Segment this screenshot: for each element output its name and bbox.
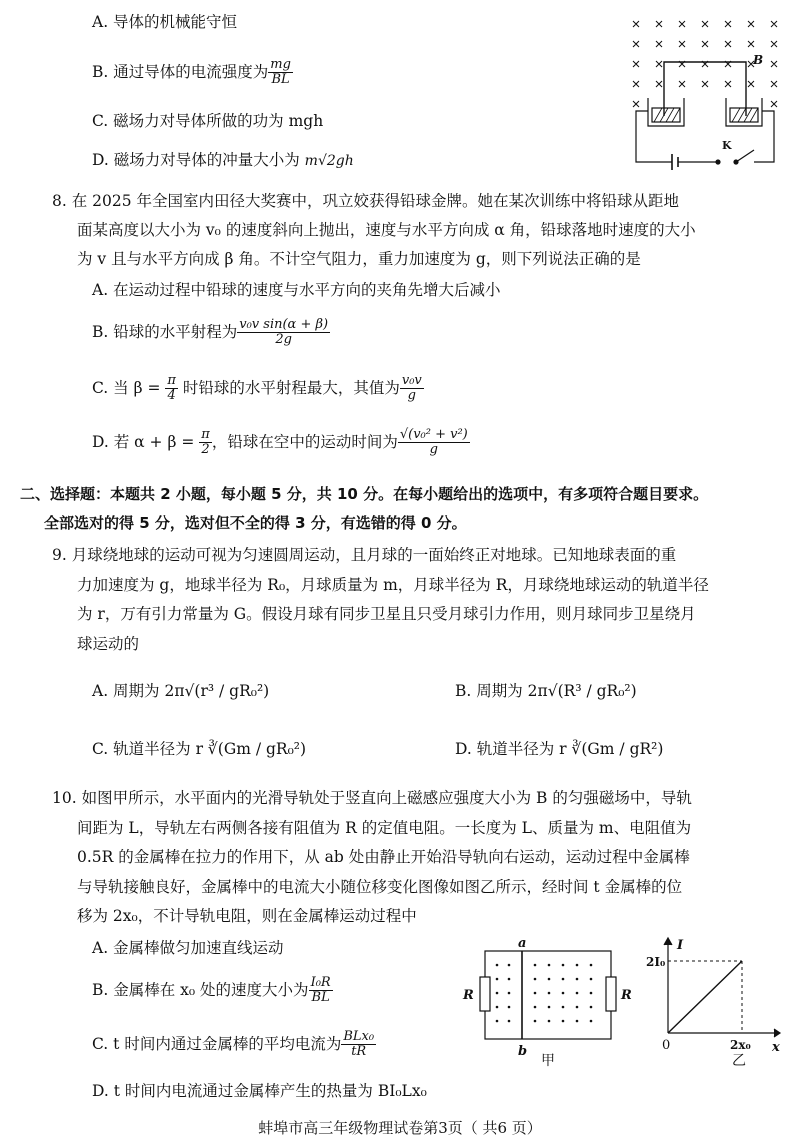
q8-option-a: A. 在运动过程中铅球的速度与水平方向的夹角先增大后减小 [92, 281, 501, 299]
q8-option-d: D. 若 α + β = $\frac{\pi}{2}$ ，铅球在空中的运动时间为 $\frac{\text{√(v₀² + v²)}}{g}$ [92, 427, 468, 458]
q8-option-b: B. 铅球的水平射程为 $\frac{\text{v₀v sin(α + β)}}{2g}$ [92, 317, 329, 348]
q9-option-b: B. 周期为 2π√(R³ / gR₀²) [455, 682, 637, 700]
q9-line-2: 力加速度为 g，地球半径为 R₀，月球质量为 m，月球半径为 R，月球绕地球运动的轨道半径 [77, 576, 709, 594]
label-r-right: R [621, 988, 632, 1003]
left-resistor [480, 977, 490, 1011]
x-tick-2x0: 2x₀ [730, 1038, 751, 1052]
page-footer: 蚌埠市高三年级物理试卷第3页（ 共6 页） [258, 1119, 542, 1137]
field-dots [496, 964, 593, 1023]
q10-line-1: 10. 如图甲所示，水平面内的光滑导轨处于竖直向上磁感应强度大小为 B 的匀强磁场中，导轨 [52, 789, 692, 807]
q10-line-3: 0.5R 的金属棒在拉力的作用下，从 ab 处由静止开始沿导轨向右运动，运动过程中金属棒 [77, 848, 690, 866]
right-resistor [606, 977, 616, 1011]
circuit-wire [636, 111, 774, 162]
section2-scoring: 全部选对的得 5 分，选对但不全的得 3 分，有选错的得 0 分。 [44, 514, 467, 532]
q8-option-c: C. 当 β = $\frac{\pi}{4}$ 时铅球的水平射程最大，其值为 $\frac{\text{v₀v}}{g}$ [92, 373, 422, 404]
switch-label-k: K [722, 139, 732, 152]
label-r-left: R [463, 988, 474, 1003]
origin-label: 0 [662, 1038, 671, 1053]
q10-line-4: 与导轨接触良好，金属棒中的电流大小随位移变化图像如图乙所示，经时间 t 金属棒的位 [77, 878, 683, 896]
field-label-b: B [753, 53, 764, 67]
q10-line-2: 间距为 L，导轨左右两侧各接有阻值为 R 的定值电阻。一长度为 L、质量为 m、电阻值为 [77, 819, 692, 837]
q9-option-a: A. 周期为 2π√(r³ / gR₀²) [92, 682, 270, 700]
q10-option-c: C. t 时间内通过金属棒的平均电流为 $\frac{\text{BLx₀}}{tR}$ [92, 1029, 375, 1060]
axis-label-x: x [772, 1040, 780, 1055]
figure-jia [455, 935, 645, 1070]
battery [672, 154, 678, 170]
q7-option-c: C. 磁场力对导体所做的功为 mgh [92, 112, 324, 130]
axis-label-i: I [677, 938, 684, 953]
q9-line-3: 为 r，万有引力常量为 G。假设月球有同步卫星且只受月球引力作用，则月球同步卫星绕月 [77, 605, 696, 623]
q8-line-2: 面某高度以大小为 v₀ 的速度斜向上抛出，速度与水平方向成 α 角，铅球落地时速度的大小 [77, 221, 696, 239]
q7-figure [628, 16, 788, 171]
q10-option-a: A. 金属棒做匀加速直线运动 [92, 939, 284, 957]
caption-yi: 乙 [732, 1053, 746, 1069]
q8-line-3: 为 v 且与水平方向成 β 角。不计空气阻力，重力加速度为 g，则下列说法正确的是 [77, 250, 641, 268]
switch [734, 160, 738, 164]
q10-line-5: 移为 2x₀，不计导轨电阻，则在金属棒运动过程中 [77, 907, 417, 925]
q7-option-b: B. 通过导体的电流强度为 $\frac{mg}{BL}$ [92, 57, 291, 88]
current-line [668, 961, 742, 1033]
q8-line-1: 8. 在 2025 年全国室内田径大奖赛中，巩立姣获得铅球金牌。她在某次训练中将铅球从距地 [52, 192, 680, 210]
q7-option-d: D. 磁场力对导体的冲量大小为 m√2gh [92, 151, 354, 169]
q9-line-1: 9. 月球绕地球的运动可视为匀速圆周运动，且月球的一面始终正对地球。已知地球表面的重 [52, 546, 677, 564]
section2-heading: 二、选择题：本题共 2 小题，每小题 5 分，共 10 分。在每小题给出的选项中，有多项符合题目要求。 [20, 485, 709, 503]
q10-option-b: B. 金属棒在 x₀ 处的速度大小为 $\frac{\text{I₀R}}{BL}$ [92, 975, 331, 1006]
q9-option-c: C. 轨道半径为 r ∛(Gm / gR₀²) [92, 740, 307, 758]
q7-option-a: A. 导体的机械能守恒 [92, 13, 238, 31]
figure-yi [646, 935, 790, 1070]
label-a: a [518, 936, 527, 951]
q10-option-d: D. t 时间内电流通过金属棒产生的热量为 BI₀Lx₀ [92, 1082, 427, 1100]
q9-line-4: 球运动的 [77, 635, 140, 653]
caption-jia: 甲 [541, 1053, 555, 1069]
y-tick-2i0: 2I₀ [646, 955, 666, 969]
label-b: b [518, 1044, 528, 1059]
q9-option-d: D. 轨道半径为 r ∛(Gm / gR²) [455, 740, 664, 758]
